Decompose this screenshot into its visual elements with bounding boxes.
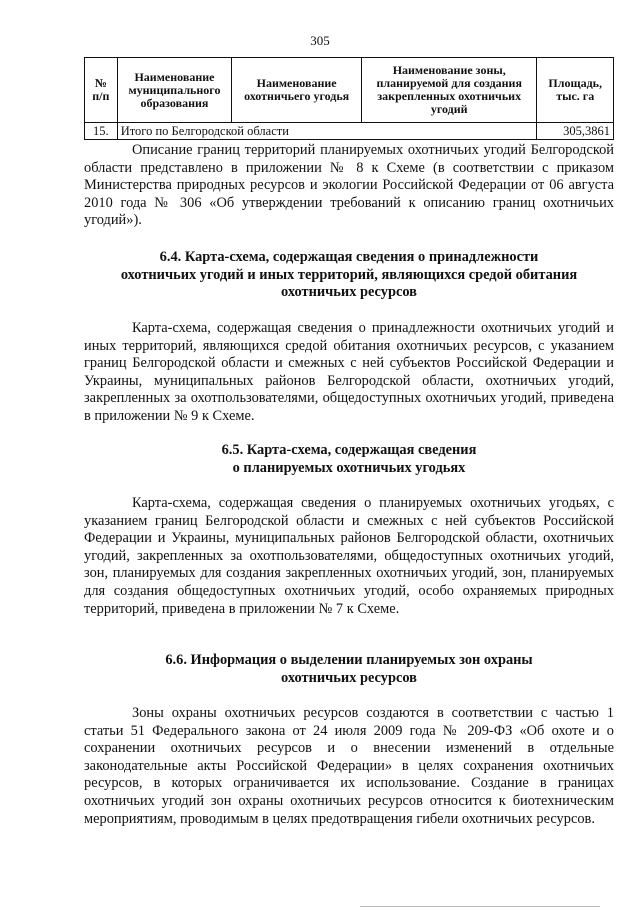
section-6-5-body <box>84 495 614 618</box>
section-6-6-paragraph: Зоны охраны охотничьих ресурсов создаются в соответствии с частью 1 статьи 51 Федерального закона от 24 июля 2009 года № 209-ФЗ «Об охоте и о сохранении охотничьих ресурсов и о внесении изменений в отдельные законодательные акты Российской Федерации» в целях сохранения охотничьих ресурсов, в которых ограничивается их использование. Создание в границах охотничьих угодий зон охраны охотничьих ресурсов относится к биотехническим мероприятиям, проводимым в целях предотвращения гибели охотничьих ресурсов. <box>84 705 614 827</box>
section-6-4-body <box>84 320 614 426</box>
section-6-4-title-line3: охотничьих ресурсов <box>281 284 417 301</box>
col-header-hunting-ground: Наименование охотничьего угодья <box>232 58 362 123</box>
page-number: 305 <box>310 33 330 48</box>
col-header-num <box>85 58 118 123</box>
bottom-divider <box>360 906 600 907</box>
total-row-num: 15. <box>85 123 118 140</box>
total-row-label: Итого по Белгородской области <box>117 123 537 140</box>
section-6-6-title-line1: 6.6. Информация о выделении планируемых зон охраны <box>165 652 533 668</box>
intro-paragraph: Описание границ территорий планируемых охотничьих угодий Белгородской области представлено в приложении № 8 к Схеме (в соответствии с приказом Министерства природных ресурсов и экологии Российской Федерации от 06 августа 2010 года № 306 «Об утверждении требований к описанию границ охотничьих угодий»). <box>84 142 614 229</box>
section-6-4-title-line2: охотничьих угодий и иных территорий, являющихся средой обитания <box>120 266 578 283</box>
section-6-6-heading <box>84 652 614 687</box>
col-header-zone: Наименование зоны, планируемой для создания закрепленных охотничьих угодий <box>362 58 537 123</box>
section-6-6-body <box>84 705 614 828</box>
section-6-5-title-line2: о планируемых охотничьих угодьях <box>232 459 466 476</box>
table-row-total <box>85 123 614 140</box>
table-header-row <box>85 58 614 123</box>
section-6-4-title-line1: 6.4. Карта-схема, содержащая сведения о принадлежности <box>159 249 539 265</box>
col-header-municipality: Наименование муниципального образования <box>117 58 232 123</box>
section-6-5-paragraph: Карта-схема, содержащая сведения о планируемых охотничьих угодьях, с указанием границ Белгородской области и смежных с ней субъектов Российской Федерации и Украины, муниципальных районов Белгородской области, охотничьих угодий, закрепленных за охотпользователями, общедоступных охотничьих угодий, зон, планируемых для создания закрепленных охотничьих угодий, зон, планируемых для создания общедоступных охотничьих угодий, особо охраняемых природных территорий, приведена в приложении № 7 к Схеме. <box>84 495 614 617</box>
section-6-5-heading <box>84 442 614 477</box>
intro-section <box>84 142 614 230</box>
section-6-4-paragraph: Карта-схема, содержащая сведения о принадлежности охотничьих угодий и иных территорий, являющихся средой обитания охотничьих ресурсов, с указанием границ Белгородской области и смежных с ней субъектов Российской Федерации и Украины, муниципальных районов Белгородской области, охотничьих угодий, закрепленных за охотпользователями, общедоступных охотничьих угодий, приведена в приложении № 9 к Схеме. <box>84 320 614 424</box>
col-header-num-label: № п/п <box>92 76 110 103</box>
section-6-5-title-line1: 6.5. Карта-схема, содержащая сведения <box>221 442 477 458</box>
col-header-area: Площадь, тыс. га <box>537 58 614 123</box>
hunting-grounds-table <box>84 57 614 140</box>
section-6-6-title-line2: охотничьих ресурсов <box>281 669 417 686</box>
section-6-4-heading <box>84 249 614 302</box>
total-row-area: 305,3861 <box>537 123 614 140</box>
